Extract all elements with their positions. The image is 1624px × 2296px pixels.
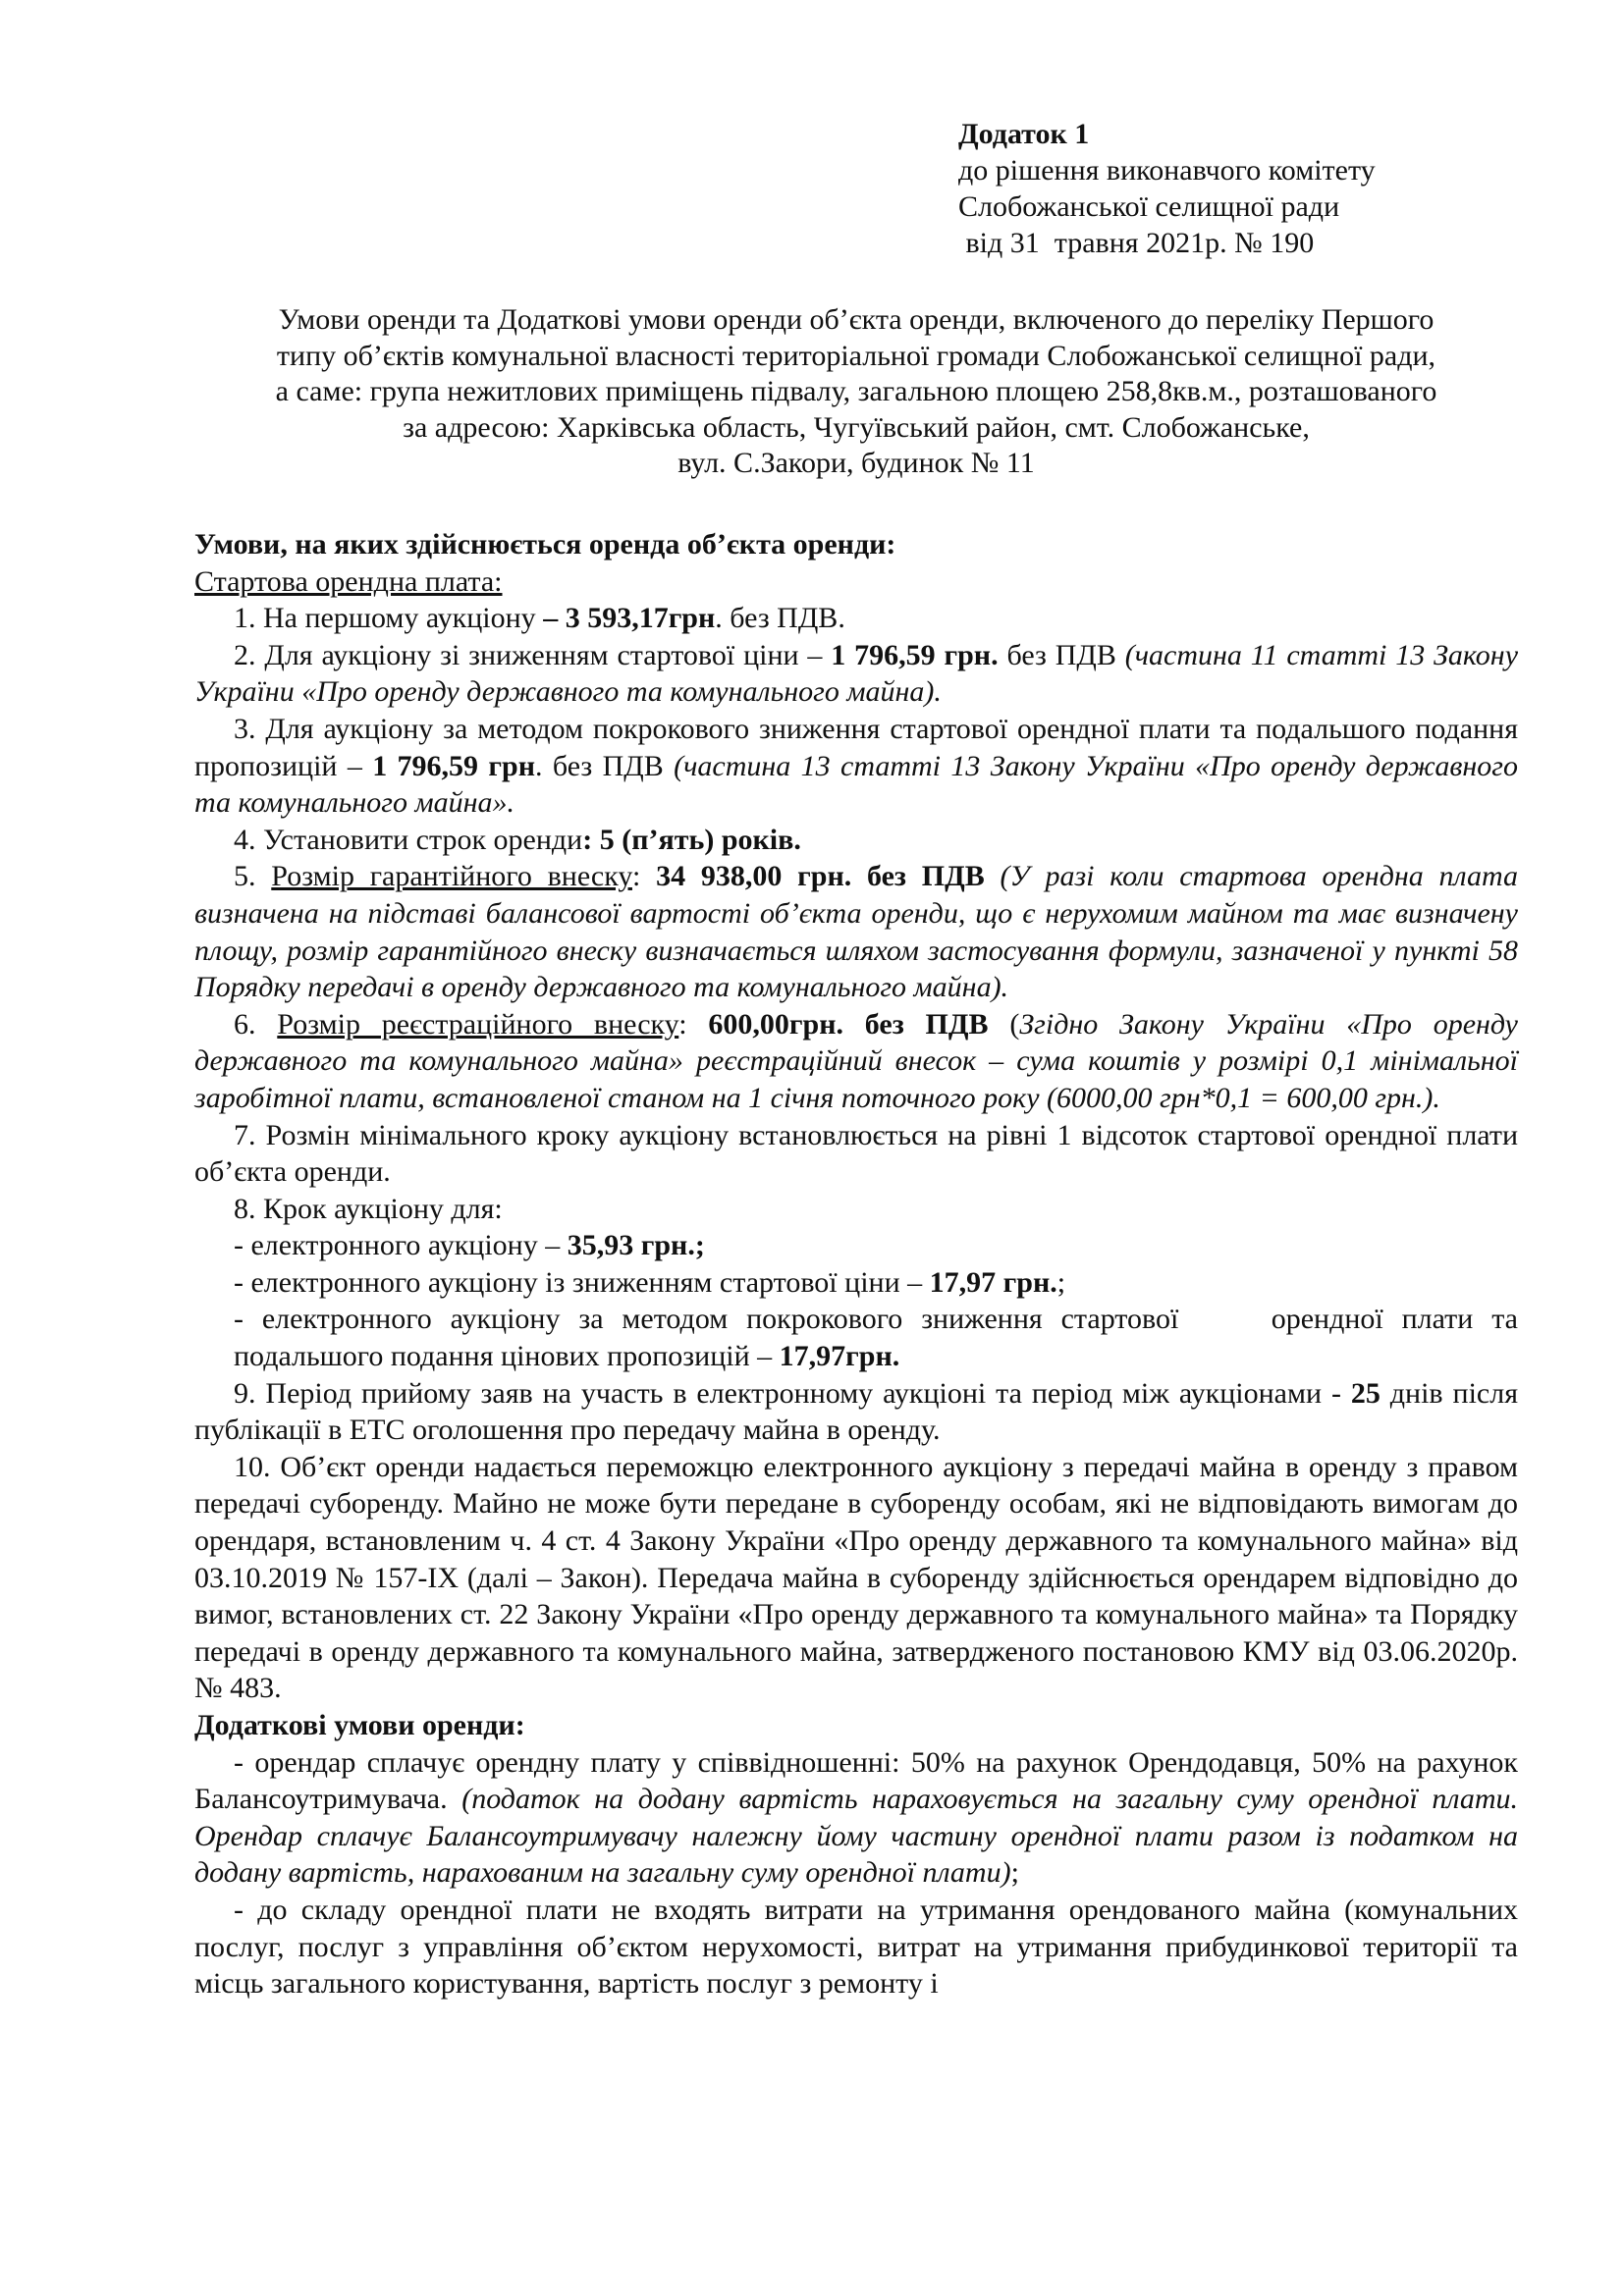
item-10: 10. Об’єкт оренди надається переможцю електронного аукціону з передачі майна в оренду з правом передачі суборенду. Майно не може бути передане в суборенду особам, які не відповідають вимогам до орендаря, встановленим ч. 4 ст. 4 Закону України «Про оренду державного та комунального майна» від 03.10.2019 № 157-IX (далі – Закон). Передача майна в суборенду здійснюється орендарем відповідно до вимог, встановлених ст. 22 Закону України «Про оренду державного та комунального майна» та Порядку передачі в оренду державного та комунального майна, затвердженого постановою КМУ від 03.06.2020р. № 483.	[194, 1450, 1518, 1705]
item-note: Згідно Закону України «Про оренду державного та комунального майна» реєстраційний внесок – сума коштів у розмірі 0,1 мінімальної заробітної плати, встановленої станом на 1 січня поточного року (6000,00 грн*0,1 = 600,00 грн.).	[194, 1007, 1519, 1114]
conditions-heading: Умови, на яких здійснюється оренда об’єкта оренди:	[194, 528, 896, 561]
annex-line: до рішення виконавчого комітету	[958, 154, 1376, 187]
item-note: (податок на додану вартість нараховується на загальну суму орендної плати. Орендар сплачує Балансоутримувачу належну йому частину орендної плати разом із податком на додану вартість, нарахованим на загальну суму орендної плати)	[194, 1783, 1518, 1890]
item-amount: 1 796,59 грн	[372, 749, 535, 782]
item-text: - електронного аукціону за методом покрокового зниження стартової орендної плати та подальшого подання цінових пропозицій –	[234, 1303, 1526, 1373]
item-note: (У разі коли стартова орендна плата визначена на підставі балансової вартості об’єкта оренди, що є нерухомим майном та має визначену площу, розмір гарантійного внеску визначається шляхом застосування формули, зазначеної у пункті 58 Порядку передачі в оренду державного та комунального майна).	[194, 860, 1519, 1004]
annex-date-line: від 31 травня 2021р. № 190	[958, 227, 1315, 259]
item-amount: 25	[1350, 1376, 1380, 1410]
item-text: - електронного аукціону –	[234, 1229, 568, 1262]
item-2	[194, 637, 1518, 711]
annex-line: Слобожанської селищної ради	[958, 190, 1340, 223]
item-3	[194, 711, 1518, 822]
item-text: ;	[1010, 1856, 1019, 1890]
title-line: Умови оренди та Додаткові умови оренди об’єкта оренди, включеного до переліку Першого	[278, 303, 1435, 336]
item-amount: – 3 593,17грн	[543, 602, 716, 635]
item-label: Розмір гарантійного внеску	[271, 860, 632, 893]
item-text: 9. Період прийому заяв на участь в електронному аукціоні та період між аукціонами -	[234, 1376, 1351, 1410]
item-amount: 17,97 грн.	[929, 1265, 1057, 1299]
document-title	[194, 302, 1518, 482]
item-text: 1. На першому аукціону	[234, 602, 544, 635]
item-8: 8. Крок аукціону для:	[234, 1192, 503, 1225]
annex-title: Додаток 1	[958, 118, 1090, 150]
document-body	[194, 526, 1526, 2002]
item-amount: 35,93 грн.;	[567, 1229, 705, 1262]
item-8-step-3	[194, 1301, 1526, 1374]
item-7: 7. Розмін мінімального кроку аукціону встановлюється на рівні 1 відсоток стартової орендної плати об’єкта оренди.	[194, 1118, 1518, 1189]
item-6	[194, 1006, 1518, 1117]
item-text: 4. Установити строк оренди	[234, 823, 583, 856]
item-text: . без ПДВ	[535, 749, 675, 782]
start-rent-label: Стартова орендна плата:	[194, 564, 503, 598]
title-line: вул. С.Закори, будинок № 11	[677, 447, 1035, 479]
item-amount: 600,00грн. без ПДВ	[708, 1007, 989, 1041]
item-amount: 1 796,59 грн.	[831, 638, 999, 671]
item-text: . без ПДВ.	[715, 602, 845, 635]
additional-heading: Додаткові умови оренди:	[194, 1709, 525, 1741]
item-text: :	[631, 860, 657, 893]
item-5	[194, 858, 1518, 1005]
item-term: : 5 (п’ять) років.	[582, 823, 801, 856]
title-line: за адресою: Харківська область, Чугуївський район, смт. Слобожанське,	[403, 410, 1310, 444]
item-text: (	[988, 1007, 1020, 1041]
item-note: (частина 13 статті 13 Закону України «Про оренду державного та комунального майна».	[194, 749, 1518, 820]
item-number: 5.	[234, 860, 272, 893]
item-number: 6.	[234, 1007, 278, 1041]
annex-block	[958, 116, 1508, 261]
item-1	[194, 600, 1518, 637]
item-text: ;	[1056, 1265, 1066, 1299]
item-text: :	[678, 1007, 709, 1041]
title-line: типу об’єктів комунальної власності територіальної громади Слобожанської селищної ради,	[276, 339, 1436, 372]
item-text: 2. Для аукціону зі зниженням стартової ціни –	[234, 638, 832, 671]
item-label: Розмір реєстраційного внеску	[277, 1007, 679, 1041]
item-8-step-2	[194, 1264, 1518, 1302]
additional-item-2: - до складу орендної плати не входять витрати на утримання орендованого майна (комунальних послуг, послуг з управління об’єктом нерухомості, витрат на утримання прибудинкової території та місць загального користування, вартість послуг з ремонту і	[194, 1893, 1518, 2001]
item-text: без ПДВ	[998, 638, 1125, 671]
item-9	[194, 1375, 1518, 1449]
item-8-step-1	[194, 1227, 1518, 1264]
item-text: 3. Для аукціону за методом покрокового зниження стартової орендної плати та подальшого подання пропозицій –	[194, 712, 1518, 782]
item-note: (частина 11 статті 13 Закону України «Про оренду державного та комунального майна).	[194, 638, 1519, 709]
title-line: а саме: група нежитлових приміщень підвалу, загальною площею 258,8кв.м., розташованого	[275, 375, 1437, 407]
additional-item-1	[194, 1744, 1518, 1892]
item-4	[194, 822, 1518, 859]
item-text: - електронного аукціону із зниженням стартової ціни –	[234, 1265, 930, 1299]
item-amount: 34 938,00 грн. без ПДВ	[656, 860, 985, 893]
item-text: днів після публікації в ЕТС оголошення про передачу майна в оренду.	[194, 1376, 1518, 1447]
item-amount: 17,97грн.	[779, 1340, 900, 1373]
item-text: - орендар сплачує орендну плату у співвідношенні: 50% на рахунок Орендодавця, 50% на рахунок Балансоутримувача.	[194, 1745, 1518, 1816]
